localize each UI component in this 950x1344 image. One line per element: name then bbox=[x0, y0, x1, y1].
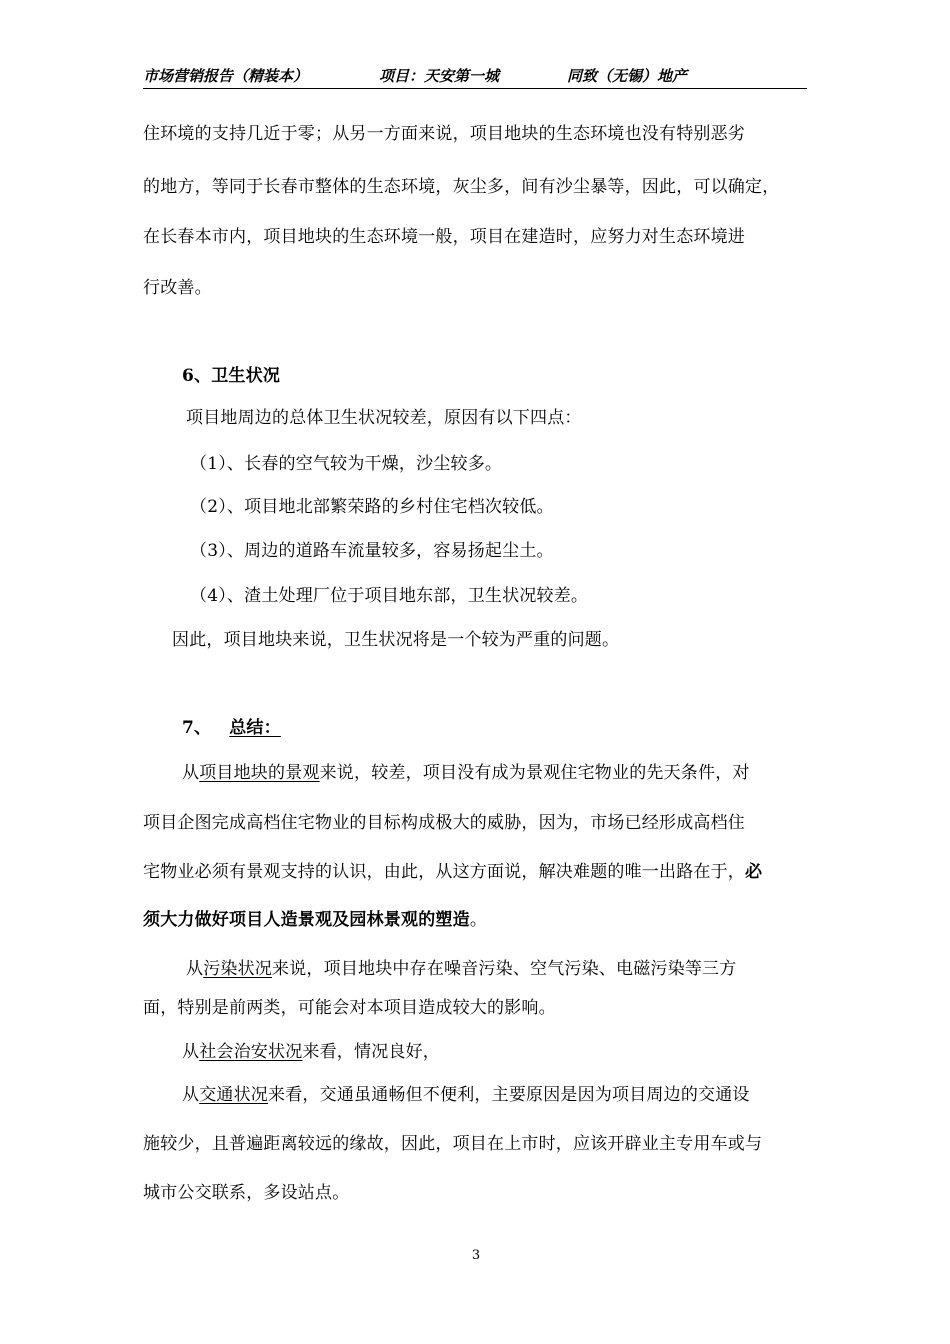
summary-security-line: 从社会治安状况来看，情况良好， bbox=[182, 1042, 441, 1062]
intro-line-3: 在长春本市内，项目地块的生态环境一般，项目在建造时，应努力对生态环境进 bbox=[143, 227, 745, 247]
header-company-name: 同致（无锡）地产 bbox=[567, 67, 688, 85]
summary-landscape-line-3: 宅物业必须有景观支持的认识，由此，从这方面说，解决难题的唯一出路在于，必 bbox=[143, 862, 763, 882]
summary-landscape-line-4: 须大力做好项目人造景观及园林景观的塑造。 bbox=[143, 910, 488, 930]
section6-item-2: （2）、项目地北部繁荣路的乡村住宅档次较低。 bbox=[190, 497, 554, 517]
landscape-term: 项目地块的景观 bbox=[199, 763, 320, 783]
summary-pollution-line-1: 从污染状况来说，项目地块中存在噪音污染、空气污染、电磁污染等三方 bbox=[186, 959, 737, 979]
pollution-term: 污染状况 bbox=[203, 959, 273, 979]
section7-heading-title: 总结： bbox=[229, 718, 281, 738]
intro-line-1: 住环境的支持几近于零；从另一方面来说，项目地块的生态环境也没有特别恶劣 bbox=[143, 124, 745, 144]
summary-traffic-line-1: 从交通状况来看，交通虽通畅但不便利，主要原因是因为项目周边的交通设 bbox=[182, 1085, 750, 1105]
page-header bbox=[143, 64, 807, 89]
intro-line-2: 的地方，等同于长春市整体的生态环境，灰尘多，间有沙尘暴等，因此，可以确定， bbox=[143, 177, 780, 197]
section6-item-4: （4）、渣土处理厂位于项目地东部，卫生状况较差。 bbox=[190, 586, 589, 606]
section6-item-1: （1）、长春的空气较为干燥，沙尘较多。 bbox=[190, 454, 503, 474]
summary-landscape-line-2: 项目企图完成高档住宅物业的目标构成极大的威胁，因为，市场已经形成高档住 bbox=[143, 813, 745, 833]
emphasis-conclusion: 须大力做好项目人造景观及园林景观的塑造 bbox=[143, 910, 470, 930]
section6-heading: 6、卫生状况 bbox=[182, 366, 281, 386]
header-report-title: 市场营销报告（精装本） bbox=[143, 67, 309, 85]
summary-traffic-line-2: 施较少，且普遍距离较远的缘故，因此，项目在上市时，应该开辟业主专用车或与 bbox=[143, 1134, 763, 1154]
emphasis-start: 必 bbox=[745, 862, 763, 882]
summary-traffic-line-3: 城市公交联系，多设站点。 bbox=[143, 1183, 350, 1203]
page-number: 3 bbox=[471, 1248, 481, 1263]
section6-item-3: （3）、周边的道路车流量较多，容易扬起尘土。 bbox=[190, 541, 554, 561]
section7-heading bbox=[182, 716, 281, 740]
header-project-name: 项目：天安第一城 bbox=[379, 67, 500, 85]
summary-pollution-line-2: 面，特别是前两类，可能会对本项目造成较大的影响。 bbox=[143, 998, 556, 1018]
section6-conclusion: 因此，项目地块来说，卫生状况将是一个较为严重的问题。 bbox=[172, 630, 620, 650]
traffic-term: 交通状况 bbox=[199, 1085, 269, 1105]
summary-landscape-line-1: 从项目地块的景观来说，较差，项目没有成为景观住宅物业的先天条件，对 bbox=[182, 763, 750, 783]
security-term: 社会治安状况 bbox=[199, 1042, 303, 1062]
intro-line-4: 行改善。 bbox=[143, 278, 212, 298]
section7-heading-number: 7、 bbox=[182, 718, 212, 738]
section6-intro: 项目地周边的总体卫生状况较差，原因有以下四点： bbox=[186, 408, 582, 428]
